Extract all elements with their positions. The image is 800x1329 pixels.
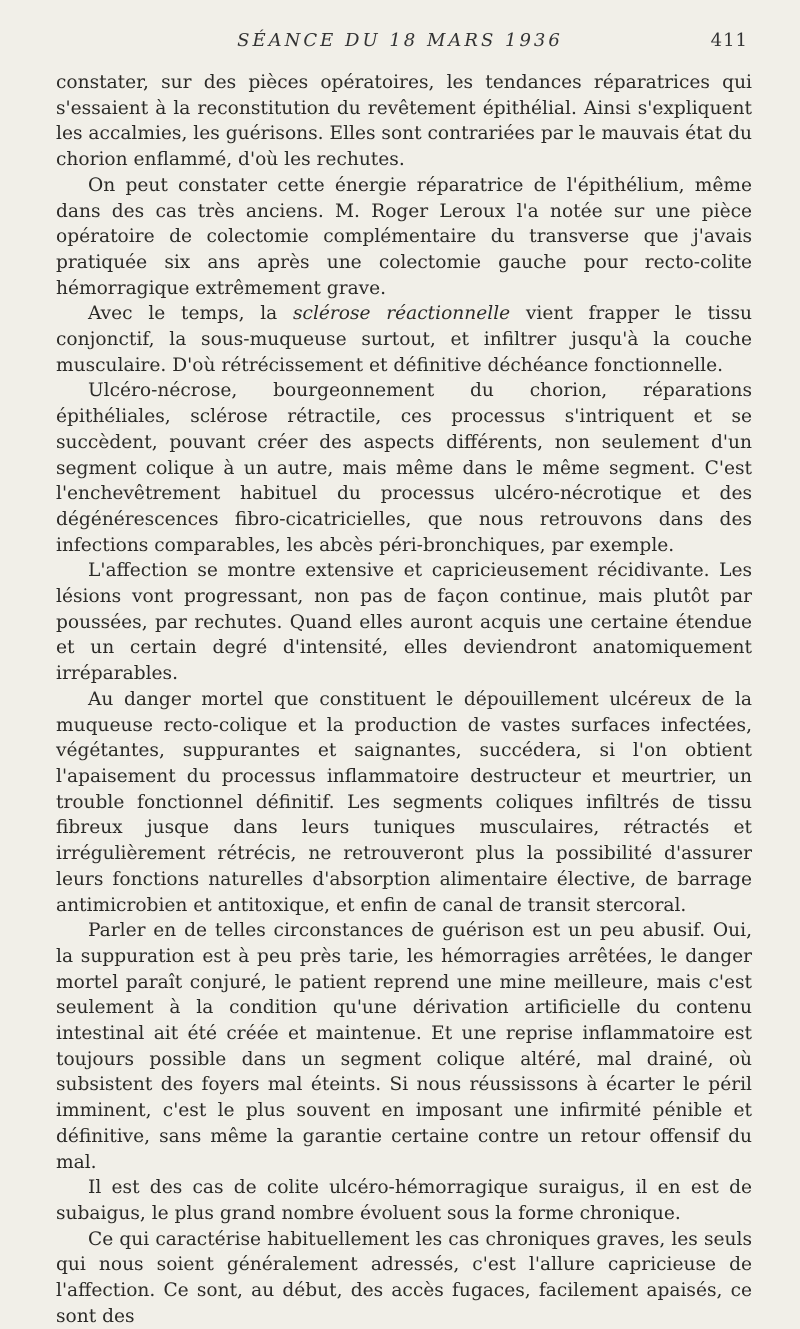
paragraph-9: Ce qui caractérise habituellement les cas chroniques graves, les seuls qui nous soient généralement adressés, c'est l'allure capricieuse de l'affection. Ce sont, au début, des accès fugaces, facilement apaisés, ce sont des — [56, 1228, 752, 1327]
paragraph-4: Ulcéro-nécrose, bourgeonnement du chorion, réparations épithéliales, sclérose rétractile, ces processus s'intriquent et se succèdent, pouvant créer des aspects différents, non seulement d'un segment colique à un autre, mais même dans le même segment. C'est l'enchevêtrement habituel du processus ulcéro-nécrotique et des dégénérescences fibro-cicatricielles, que nous retrouvons dans des infections comparables, les abcès péri-bronchiques, par exemple. — [56, 380, 752, 556]
paragraph-3-end: vient frapper le tissu conjonctif, la sous-muqueuse surtout, et infiltrer jusqu'à la couche musculaire. D'où rétrécissement et définitive déchéance fonctionnelle. — [56, 303, 753, 376]
paragraph-8: Il est des cas de colite ulcéro-hémorragique suraigus, il en est de subaigus, le plus grand nombre évoluent sous la forme chronique. — [56, 1177, 752, 1224]
paragraph-6: Au danger mortel que constituent le dépouillement ulcéreux de la muqueuse recto-colique et la production de vastes surfaces infectées, végétantes, suppurantes et saignantes, succédera, si l'on obtient l'apaisement du processus inflammatoire destructeur et meurtrier, un trouble fonctionnel définitif. Les segments coliques infiltrés de tissu fibreux jusque dans leurs tuniques musculaires, rétractés et irrégulièrement rétrécis, ne retrouveront plus la possibilité d'assurer leurs fonctions naturelles d'absorption alimentaire élective, de barrage antimicrobien et antitoxique, et enfin de canal de transit stercoral. — [56, 688, 752, 916]
paragraph-3-start: Avec le temps, la — [88, 303, 294, 325]
header-title: SÉANCE DU 18 MARS 1936 — [237, 30, 563, 51]
body-text — [56, 70, 752, 1329]
paragraph-3 — [56, 301, 752, 378]
page-number: 411 — [710, 30, 748, 51]
paragraph-5: L'affection se montre extensive et capricieusement récidivante. Les lésions vont progressant, non pas de façon continue, mais plutôt par poussées, par rechutes. Quand elles auront acquis une certaine étendue et un certain degré d'intensité, elles deviendront anatomiquement irréparables. — [56, 560, 752, 685]
paragraph-2: On peut constater cette énergie réparatrice de l'épithélium, même dans des cas très anciens. M. Roger Leroux l'a notée sur une pièce opératoire de colectomie complémentaire du transverse que j'avais pratiquée six ans après une colectomie gauche pour recto-colite hémorragique extrêmement grave. — [56, 174, 752, 299]
italic-term: sclérose réactionnelle — [293, 303, 511, 325]
paragraph-1: constater, sur des pièces opératoires, les tendances réparatrices qui s'essaient à la reconstitution du revêtement épithélial. Ainsi s'expliquent les accalmies, les guérisons. Elles sont contrariées par le mauvais état du chorion enflammé, d'où les rechutes. — [56, 72, 752, 171]
paragraph-7: Parler en de telles circonstances de guérison est un peu abusif. Oui, la suppuration est à peu près tarie, les hémorragies arrêtées, le danger mortel paraît conjuré, le patient reprend une mine meilleure, mais c'est seulement à la condition qu'une dérivation artificielle du contenu intestinal ait été créée et maintenue. Et une reprise inflammatoire est toujours possible dans un segment colique altéré, mal drainé, où subsistent des foyers mal éteints. Si nous réussissons à écarter le péril imminent, c'est le plus souvent en imposant une infirmité pénible et définitive, sans même la garantie certaine contre un retour offensif du mal. — [56, 920, 752, 1173]
running-header — [0, 30, 800, 56]
